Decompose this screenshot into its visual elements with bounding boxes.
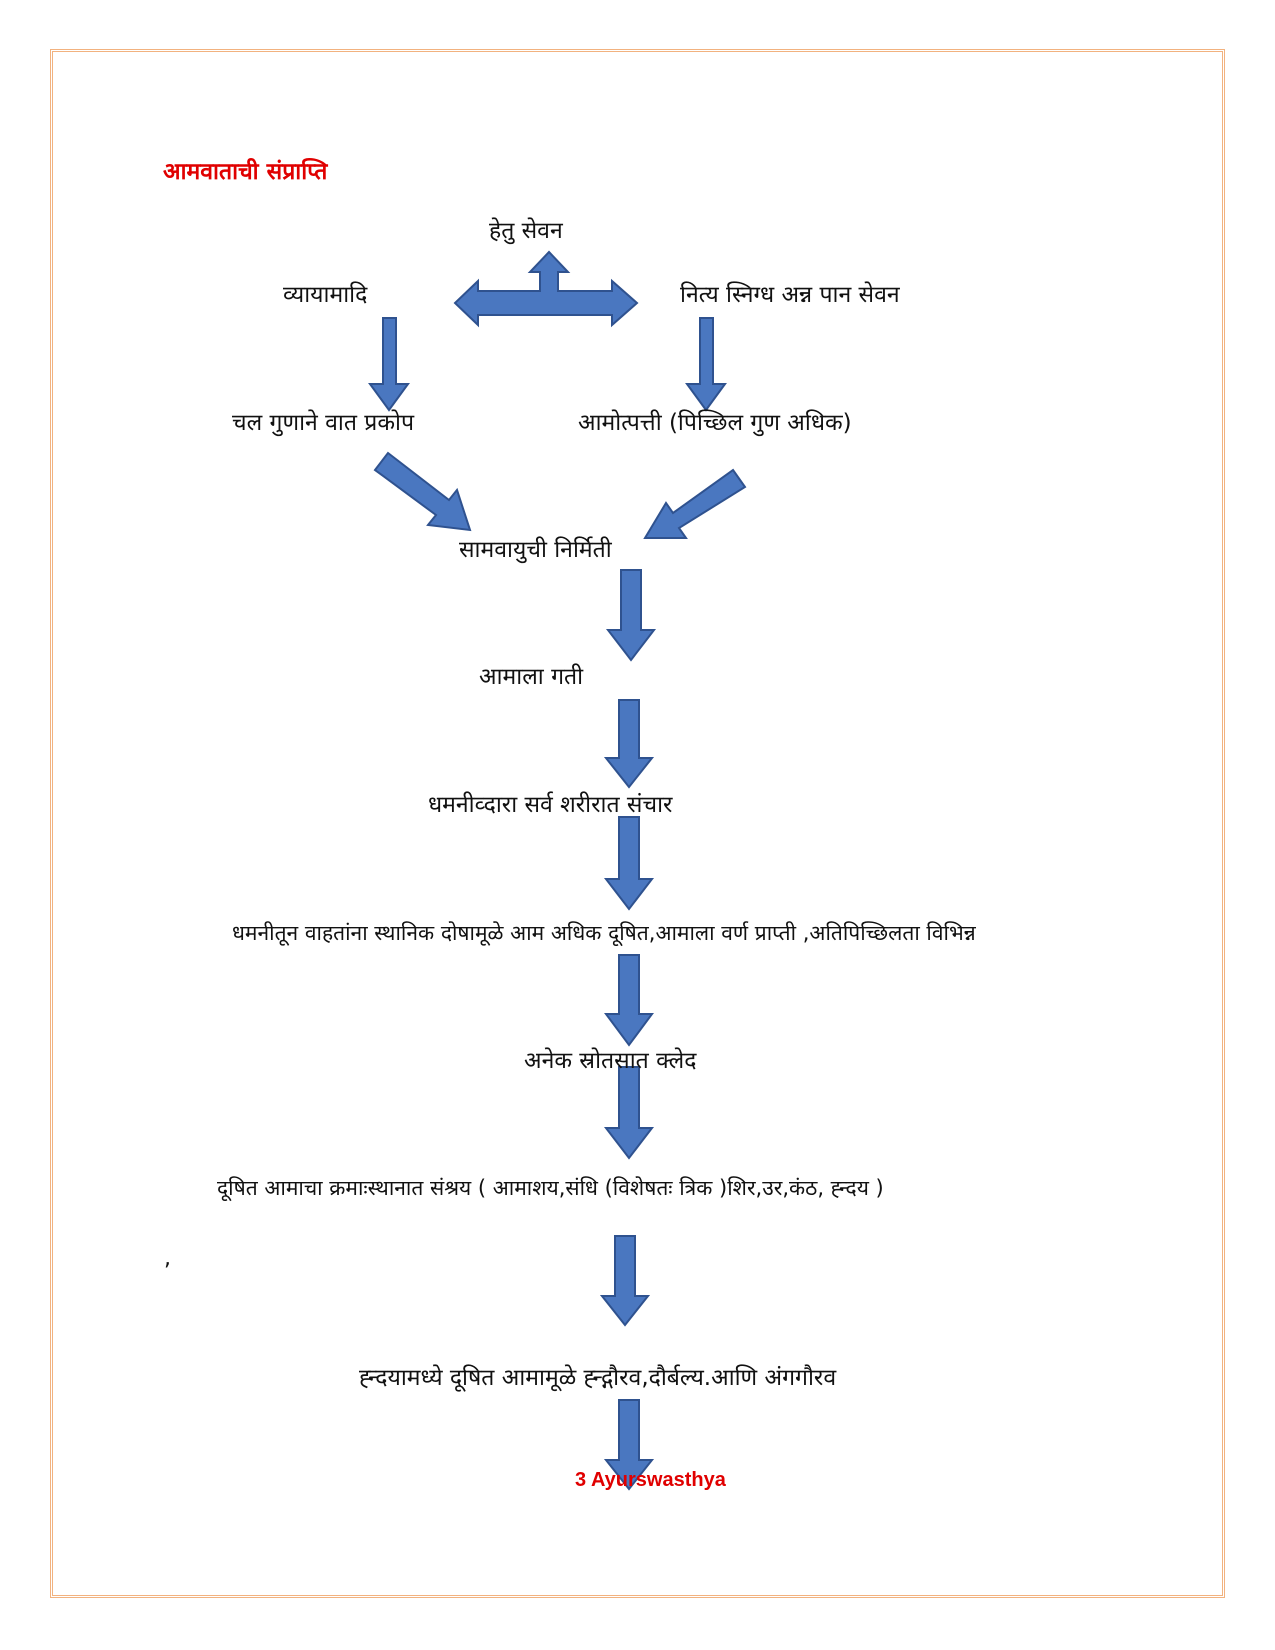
arrow-diagonal-left bbox=[375, 453, 470, 530]
arrow-down-right bbox=[687, 318, 725, 410]
arrow-down-6 bbox=[602, 1236, 648, 1325]
node-chal-gunane: चल गुणाने वात प्रकोप bbox=[232, 410, 415, 436]
node-dhamanitun: धमनीतून वाहतांना स्थानिक दोषामूळे आम अधिक दूषित,आमाला वर्ण प्राप्ती ,अतिपिच्छिलता विभिन्न bbox=[232, 921, 976, 945]
arrow-down-left bbox=[370, 318, 408, 410]
node-hrudaya: ह्न्दयामध्ये दूषित आमामूळे ह्न्द्गौरव,दौर्बल्य.आणि अंगगौरव bbox=[359, 1365, 837, 1391]
arrow-diagonal-right bbox=[645, 470, 745, 538]
split-arrow bbox=[455, 252, 637, 325]
node-aneka-srotas: अनेक स्रोतसात क्लेद bbox=[524, 1048, 697, 1074]
node-nitya-snigdha: नित्य स्निग्ध अन्न पान सेवन bbox=[680, 282, 900, 308]
arrow-down-4 bbox=[606, 955, 652, 1045]
node-amala-gati: आमाला गती bbox=[479, 664, 584, 690]
stray-comma: , bbox=[164, 1246, 171, 1271]
arrow-down-1 bbox=[608, 570, 654, 660]
node-dushit-sanshray: दूषित आमाचा क्रमाःस्थानात संश्रय ( आमाशय,संधि (विशेषतः त्रिक )शिर,उर,कंठ, ह्न्दय ) bbox=[217, 1176, 884, 1200]
arrow-down-3 bbox=[606, 817, 652, 909]
node-hetu-sevan: हेतु सेवन bbox=[489, 218, 563, 244]
node-vyayamadi: व्यायामादि bbox=[283, 282, 368, 308]
node-amotpatti: आमोत्पत्ती (पिच्छिल गुण अधिक) bbox=[578, 410, 852, 436]
footer-brand: 3 Ayurswasthya bbox=[575, 1469, 726, 1491]
arrow-down-2 bbox=[606, 700, 652, 787]
arrow-down-5 bbox=[606, 1067, 652, 1158]
page-title: आमवाताची संप्राप्ति bbox=[163, 159, 328, 185]
node-samavayu: सामवायुची निर्मिती bbox=[459, 537, 612, 563]
node-dhamanidvara: धमनीव्दारा सर्व शरीरात संचार bbox=[428, 792, 673, 818]
